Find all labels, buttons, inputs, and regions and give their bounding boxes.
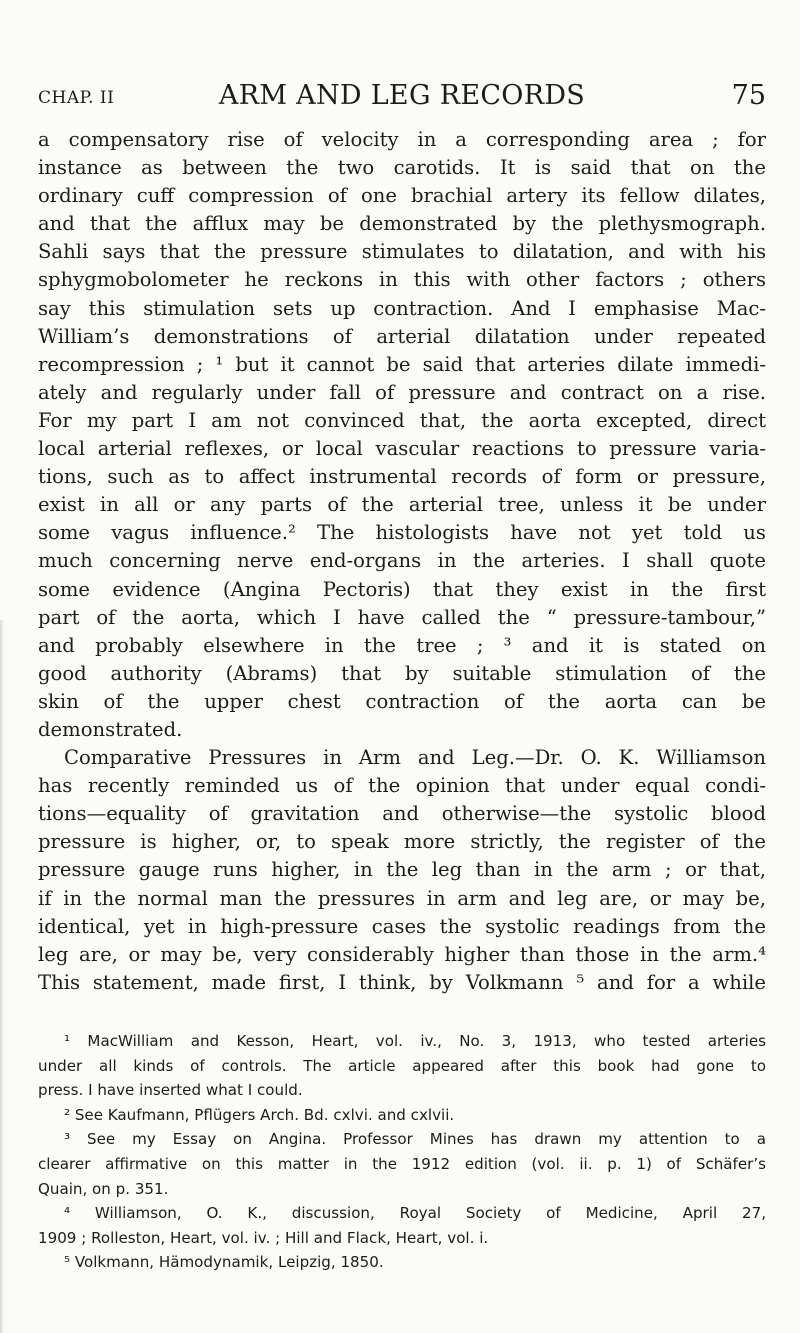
body-line: demonstrated. <box>38 717 183 741</box>
body-line: skin of the upper chest contraction of the aorta can be <box>38 689 766 713</box>
footnote-line: 1909 ; Rolleston, Heart, vol. iv. ; Hill and Flack, Heart, vol. i. <box>38 1228 489 1247</box>
body-line: sphygmobolometer he reckons in this with other factors ; others <box>38 268 766 292</box>
body-line: some vagus influence.² The histologists have not yet told us <box>38 521 766 545</box>
body-line: good authority (Abrams) that by suitable stimulation of the <box>38 661 766 685</box>
footnote-line: ⁵ Volkmann, Hämodynamik, Leipzig, 1850. <box>64 1253 384 1272</box>
body-line: and that the afflux may be demonstrated by the plethysmograph. <box>38 212 766 236</box>
body-line: much concerning nerve end-organs in the arteries. I shall quote <box>38 549 766 573</box>
body-line: identical, yet in high-pressure cases the systolic readings from the <box>38 914 766 938</box>
footnote-line: ² See Kaufmann, Pflügers Arch. Bd. cxlvi. and cxlvii. <box>64 1105 455 1124</box>
body-line: has recently reminded us of the opinion that under equal condi- <box>38 774 766 798</box>
running-title: ARM AND LEG RECORDS <box>218 80 586 111</box>
footnote-line: under all kinds of controls. The article appeared after this book had gone to <box>38 1056 766 1075</box>
body-line: recompression ; ¹ but it cannot be said that arteries dilate immedi- <box>38 352 766 376</box>
body-line: tions—equality of gravitation and otherwise—the systolic blood <box>38 802 766 826</box>
body-line: some evidence (Angina Pectoris) that they exist in the first <box>38 577 766 601</box>
body-line: Sahli says that the pressure stimulates to dilatation, and with his <box>38 240 766 264</box>
footnote-line: ³ See my Essay on Angina. Professor Mines has drawn my attention to a <box>64 1130 766 1149</box>
page-number: 75 <box>731 80 766 111</box>
body-line: and probably elsewhere in the tree ; ³ and it is stated on <box>38 633 766 657</box>
footnote-line: press. I have inserted what I could. <box>38 1081 303 1100</box>
footnotes <box>38 1029 766 1275</box>
running-header <box>38 78 766 118</box>
chapter-label: CHAP. II <box>38 88 115 108</box>
body-line: say this stimulation sets up contraction. And I emphasise Mac- <box>38 296 766 320</box>
body-line: tions, such as to affect instrumental records of form or pressure, <box>38 465 766 489</box>
body-line: pressure is higher, or, to speak more strictly, the register of the <box>38 830 766 854</box>
body-line: part of the aorta, which I have called the “ pressure-tambour,” <box>38 605 766 629</box>
body-line: For my part I am not convinced that, the aorta excepted, direct <box>38 408 766 432</box>
body-line: ordinary cuff compression of one brachial artery its fellow dilates, <box>38 184 766 208</box>
body-line: exist in all or any parts of the arterial tree, unless it be under <box>38 493 766 517</box>
footnote-line: clearer affirmative on this matter in the 1912 edition (vol. ii. p. 1) of Schäfer’s <box>38 1154 766 1173</box>
body-text <box>38 126 766 997</box>
body-line: a compensatory rise of velocity in a corresponding area ; for <box>38 128 766 151</box>
body-line: William’s demonstrations of arterial dilatation under repeated <box>38 324 766 348</box>
page-edge-shadow <box>0 620 4 1333</box>
body-line: leg are, or may be, very considerably higher than those in the arm.⁴ <box>38 942 766 966</box>
body-line: instance as between the two carotids. It is said that on the <box>38 156 766 180</box>
body-line: if in the normal man the pressures in arm and leg are, or may be, <box>38 886 766 910</box>
footnote-line: ⁴ Williamson, O. K., discussion, Royal Society of Medicine, April 27, <box>64 1204 766 1223</box>
body-line: pressure gauge runs higher, in the leg than in the arm ; or that, <box>38 858 766 882</box>
body-line: ately and regularly under fall of pressure and contract on a rise. <box>38 380 766 404</box>
footnote-line: Quain, on p. 351. <box>38 1179 169 1198</box>
body-line: This statement, made first, I think, by Volkmann ⁵ and for a while <box>38 970 766 994</box>
body-line: local arterial reflexes, or local vascular reactions to pressure varia- <box>38 437 766 461</box>
section-heading-line: Comparative Pressures in Arm and Leg.—Dr. O. K. Williamson <box>64 746 766 770</box>
footnote-line: ¹ MacWilliam and Kesson, Heart, vol. iv., No. 3, 1913, who tested arteries <box>64 1032 766 1050</box>
